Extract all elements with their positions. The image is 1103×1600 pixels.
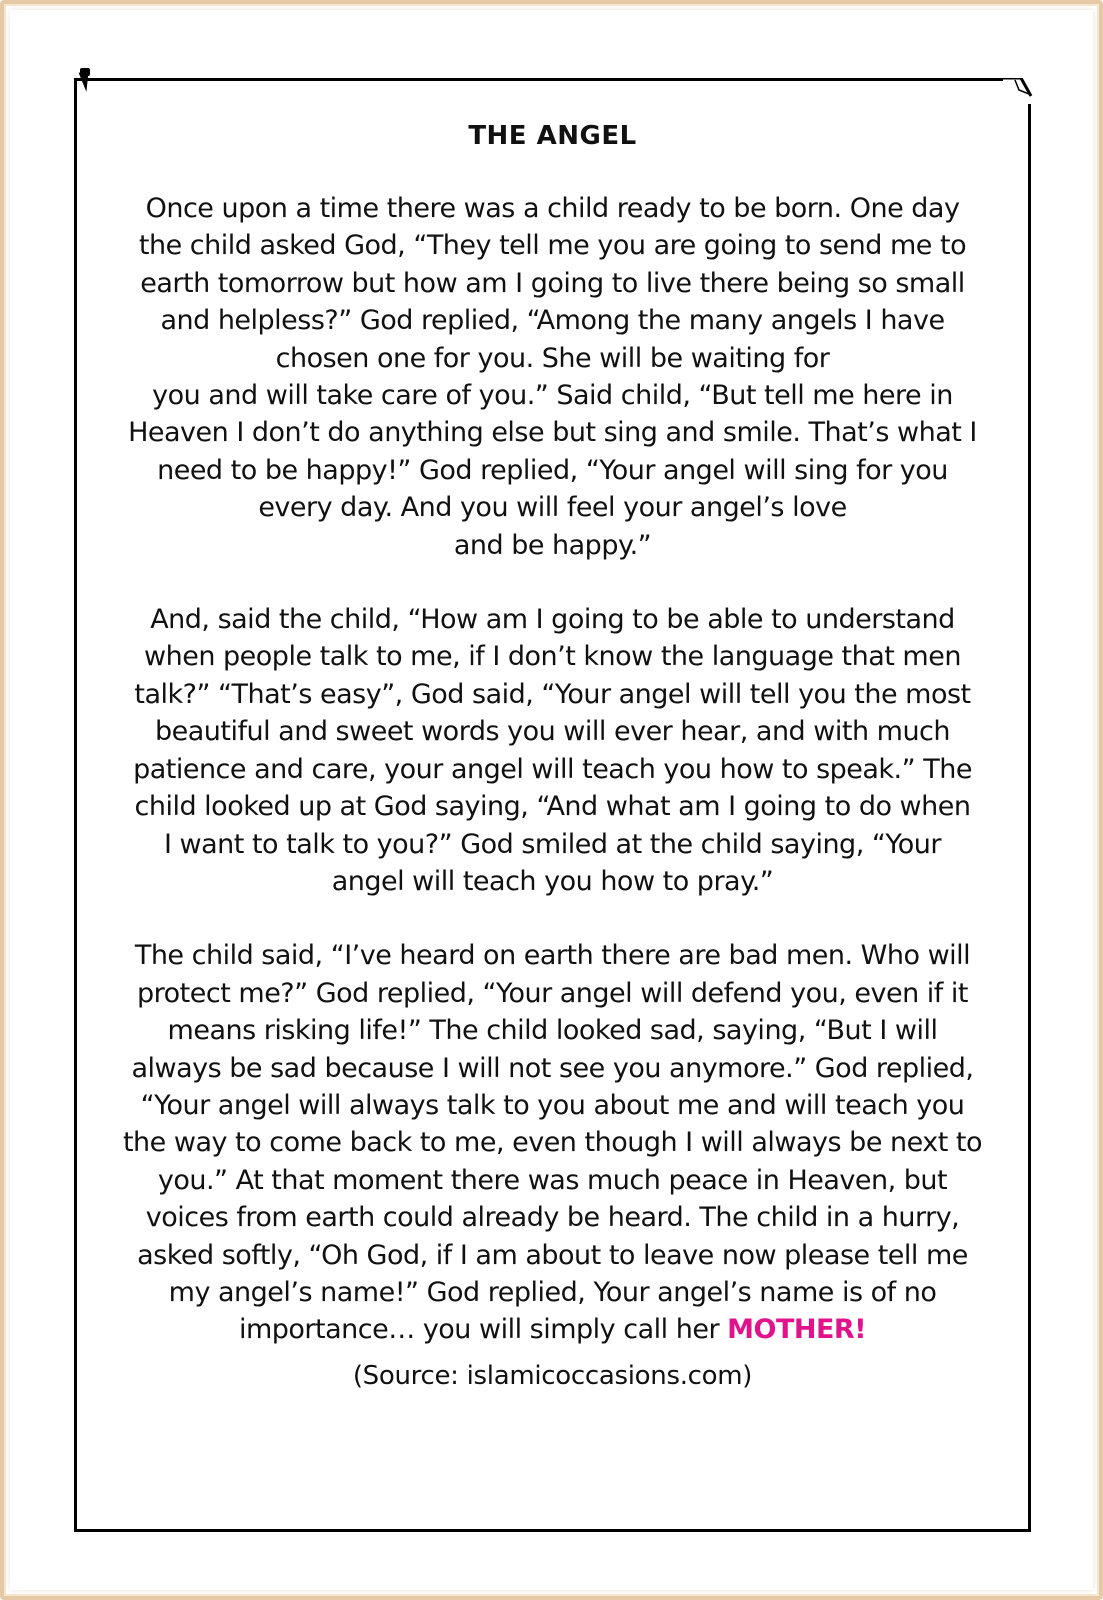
paragraph-3 (74, 937, 1031, 1348)
text-line: angel will teach you how to pray.” (331, 865, 774, 897)
text-line: patience and care, your angel will teach you how to speak.” The (133, 753, 972, 785)
text-line: protect me?” God replied, “Your angel will defend you, even if it (137, 977, 968, 1009)
story-title: THE ANGEL (468, 121, 637, 151)
text-line: my angel’s name!” God replied, Your angel’s name is of no (168, 1276, 937, 1308)
text-line: every day. And you will feel your angel’s love (258, 492, 847, 524)
text-line: “Your angel will always talk to you about me and will teach you (140, 1089, 965, 1121)
page-curl-icon (1003, 78, 1033, 104)
paragraph-2 (74, 601, 1031, 900)
text-line: beautiful and sweet words you will ever hear, and with much (154, 716, 951, 748)
text-line: when people talk to me, if I don’t know the language that men (144, 641, 961, 673)
text-line: The child said, “I’ve heard on earth there are bad men. Who will (134, 940, 971, 972)
mother-emphasis: MOTHER! (727, 1314, 867, 1346)
text-line: the way to come back to me, even though I will always be next to (122, 1127, 983, 1159)
text-line: and helpless?” God replied, “Among the many angels I have (160, 305, 945, 337)
text-line: Once upon a time there was a child ready to be born. One day (145, 193, 960, 224)
text-line: always be sad because I will not see you anymore.” God replied, (131, 1052, 974, 1084)
story-content (74, 118, 1031, 1395)
text-line: you.” At that moment there was much peace in Heaven, but (157, 1164, 948, 1196)
paragraph-1 (74, 190, 1031, 564)
final-line (74, 1311, 1031, 1348)
text-line: I want to talk to you?” God smiled at the child saying, “Your (164, 828, 941, 860)
text-line: child looked up at God saying, “And what am I going to do when (134, 791, 971, 823)
text-line: talk?” “That’s easy”, God said, “Your angel will tell you the most (134, 678, 971, 710)
text-line: voices from earth could already be heard. The child in a hurry, (145, 1202, 960, 1234)
source-citation: (Source: islamicoccasions.com) (352, 1360, 753, 1391)
text-line: means risking life!” The child looked sad, saying, “But I will (167, 1015, 938, 1047)
text-line: you and will take care of you.” Said child, “But tell me here in (152, 380, 953, 412)
text-line: asked softly, “Oh God, if I am about to leave now please tell me (137, 1239, 968, 1271)
text-line: and be happy.” (453, 529, 652, 561)
text-line: chosen one for you. She will be waiting for (275, 342, 830, 374)
final-line-text: importance… you will simply call her (238, 1314, 728, 1346)
text-line: need to be happy!” God replied, “Your angel will sing for you (157, 454, 948, 486)
text-line: earth tomorrow but how am I going to live there being so small (140, 267, 965, 299)
text-line: the child asked God, “They tell me you are going to send me to (138, 230, 967, 262)
text-line: Heaven I don’t do anything else but sing and smile. That’s what I (128, 417, 977, 449)
text-line: And, said the child, “How am I going to be able to understand (150, 604, 955, 636)
